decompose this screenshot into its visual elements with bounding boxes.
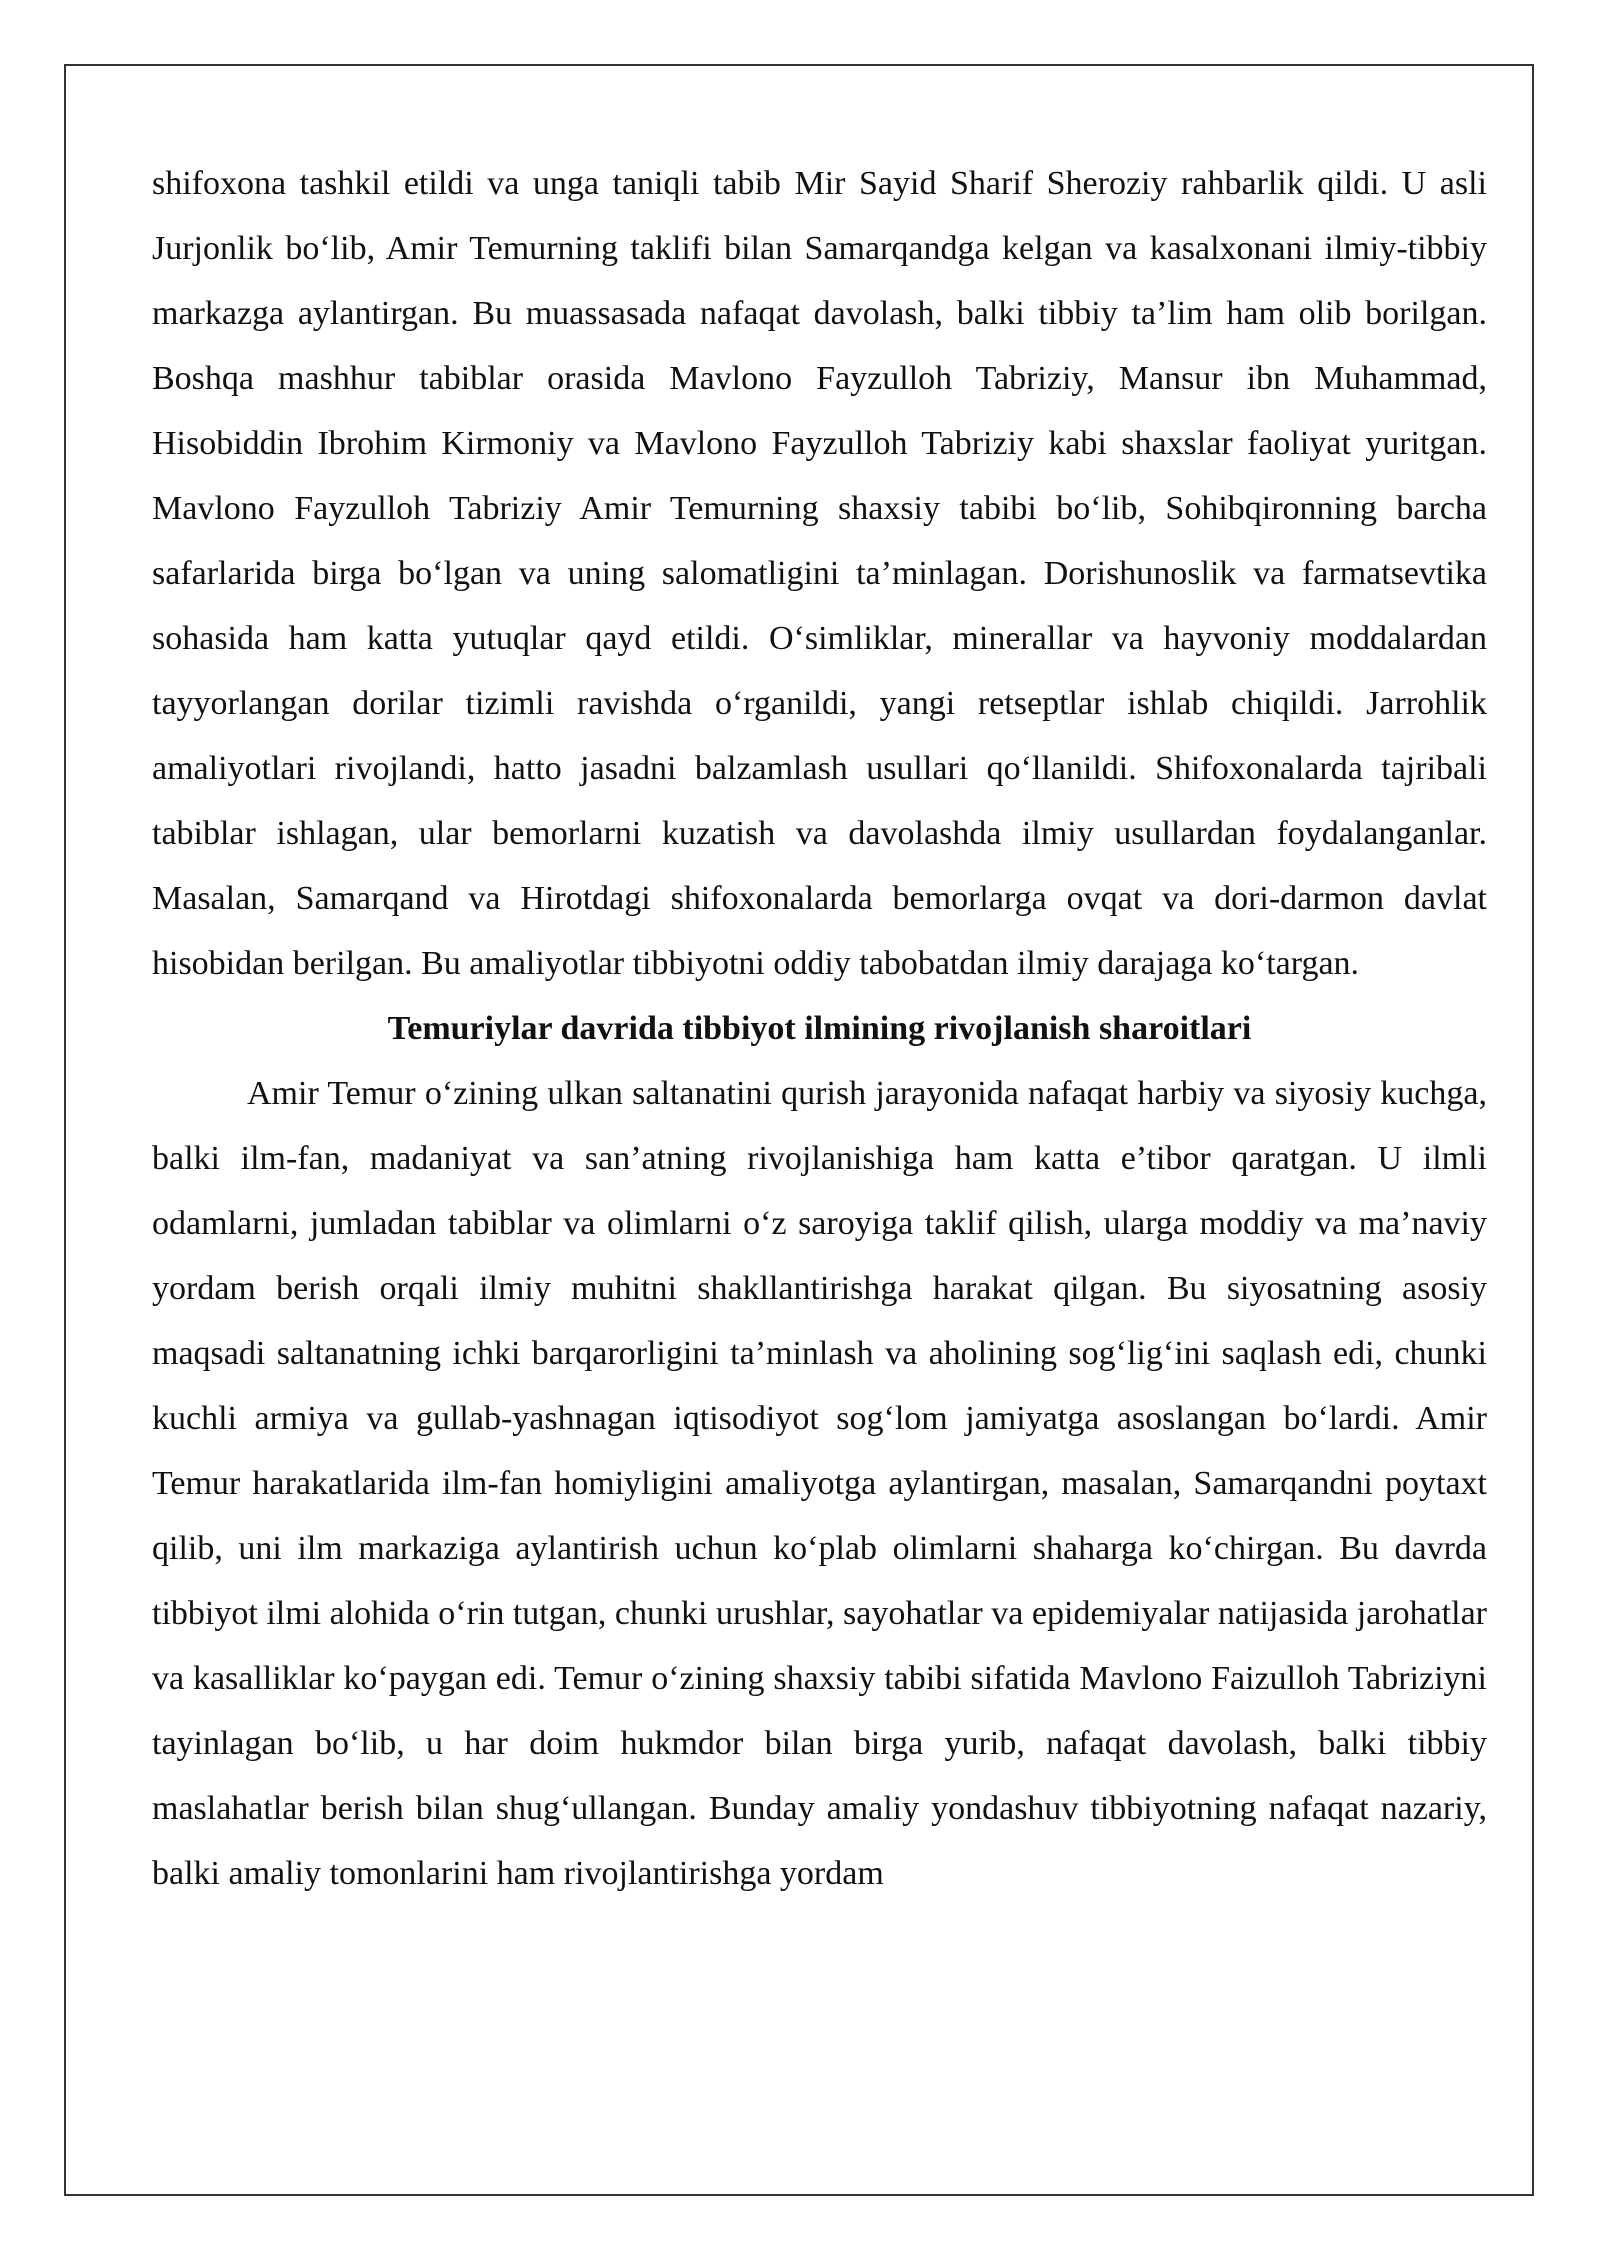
paragraph-main: Amir Temur o‘zining ulkan saltanatini qurish jarayonida nafaqat harbiy va siyosiy kuchga, balki ilm-fan, madaniyat va san’atning rivojlanishiga ham katta e’tibor qaratgan. U ilmli odamlarni, jumladan tabiblar va olimlarni o‘z saroyiga taklif qilish, ularga moddiy va ma’naviy yordam berish orqali ilmiy muhitni shakllantirishga harakat qilgan. Bu siyosatning asosiy maqsadi saltanatning ichki barqarorligini ta’minlash va aholining sog‘lig‘ini saqlash edi, chunki kuchli armiya va gullab-yashnagan iqtisodiyot sog‘lom jamiyatga asoslangan bo‘lardi. Amir Temur harakatlarida ilm-fan homiyligini amaliyotga aylantirgan, masalan, Samarqandni poytaxt qilib, uni ilm markaziga aylantirish uchun ko‘plab olimlarni shaharga ko‘chirgan. Bu davrda tibbiyot ilmi alohida o‘rin tutgan, chunki urushlar, sayohatlar va epidemiyalar natijasida jarohatlar va kasalliklar ko‘paygan edi. Temur o‘zining shaxsiy tabibi sifatida Mavlono Faizulloh Tabriziyni tayinlagan bo‘lib, u har doim hukmdor bilan birga yurib, nafaqat davolash, balki tibbiy maslahatlar berish bilan shug‘ullangan. Bunday amaliy yondashuv tibbiyotning nafaqat nazariy, balki amaliy tomonlarini ham rivojlantirishga yordam [152, 1075, 1487, 1892]
document-body [152, 151, 1487, 1906]
paragraph-continued: shifoxona tashkil etildi va unga taniqli tabib Mir Sayid Sharif Sheroziy rahbarlik qildi. U asli Jurjonlik bo‘lib, Amir Temurning taklifi bilan Samarqandga kelgan va kasalxonani ilmiy-tibbiy markazga aylantirgan. Bu muassasada nafaqat davolash, balki tibbiy ta’lim ham olib borilgan. Boshqa mashhur tabiblar orasida Mavlono Fayzulloh Tabriziy, Mansur ibn Muhammad, Hisobiddin Ibrohim Kirmoniy va Mavlono Fayzulloh Tabriziy kabi shaxslar faoliyat yuritgan. Mavlono Fayzulloh Tabriziy Amir Temurning shaxsiy tabibi bo‘lib, Sohibqironning barcha safarlarida birga bo‘lgan va uning salomatligini ta’minlagan. Dorishunoslik va farmatsevtika sohasida ham katta yutuqlar qayd etildi. O‘simliklar, minerallar va hayvoniy moddalardan tayyorlangan dorilar tizimli ravishda o‘rganildi, yangi retseptlar ishlab chiqildi. Jarrohlik amaliyotlari rivojlandi, hatto jasadni balzamlash usullari qo‘llanildi. Shifoxonalarda tajribali tabiblar ishlagan, ular bemorlarni kuzatish va davolashda ilmiy usullardan foydalanganlar. Masalan, Samarqand va Hirotdagi shifoxonalarda bemorlarga ovqat va dori-darmon davlat hisobidan berilgan. Bu amaliyotlar tibbiyotni oddiy tabobatdan ilmiy darajaga ko‘targan. [152, 165, 1487, 982]
section-heading: Temuriylar davrida tibbiyot ilmining rivojlanish sharoitlari [387, 1010, 1252, 1047]
